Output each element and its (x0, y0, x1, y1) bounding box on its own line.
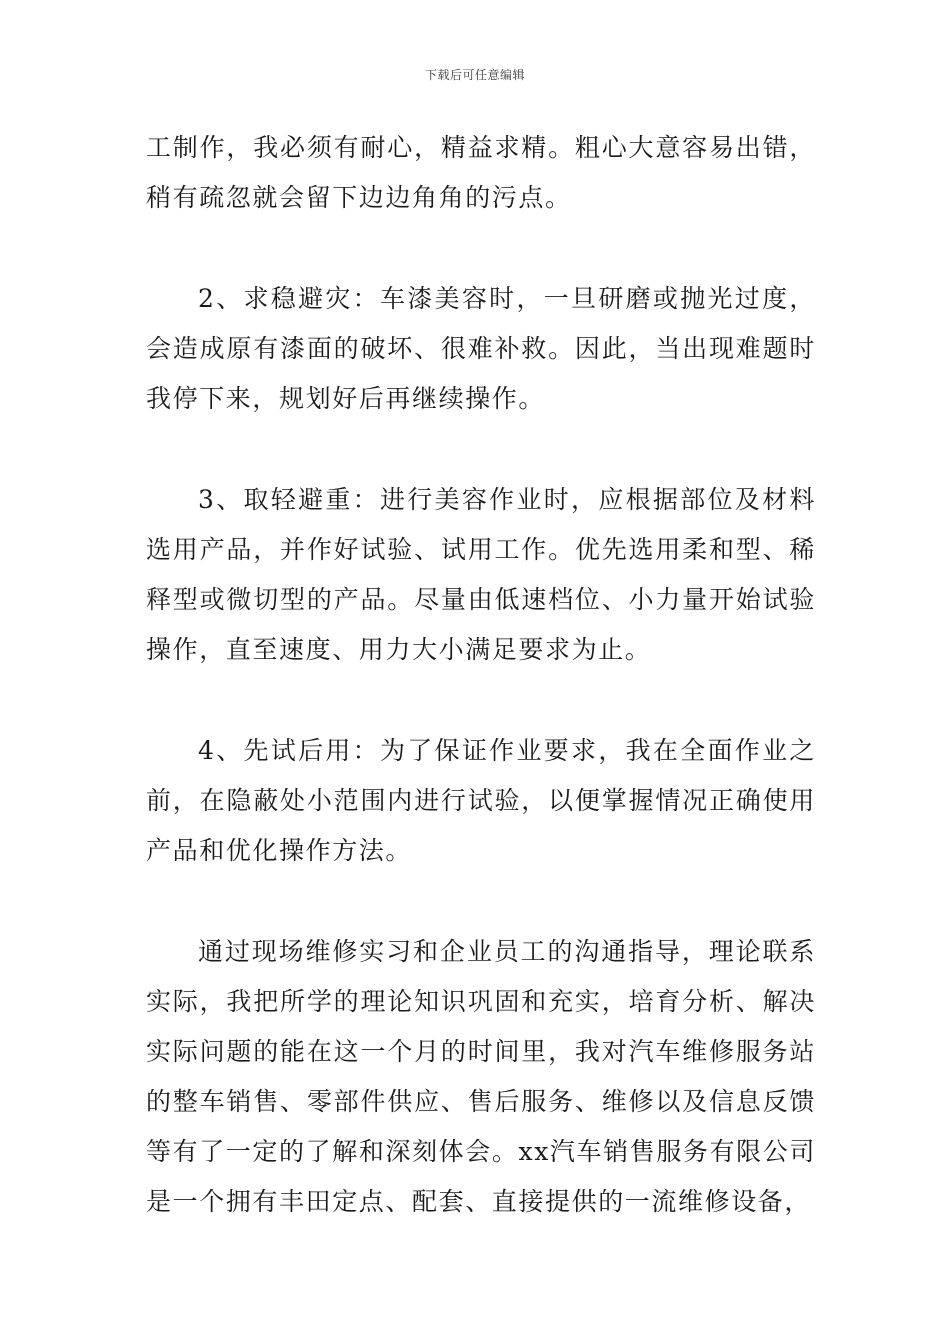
paragraph-item-3: 3、取轻避重：进行美容作业时，应根据部位及材料选用产品，并作好试验、试用工作。优先选用柔和型、稀释型或微切型的产品。尽量由低速档位、小力量开始试验操作，直至速度、用力大小满足要求为止。 (146, 485, 816, 664)
page-header-note: 下载后可任意编辑 (424, 68, 525, 82)
paragraph-continuation: 工制作，我必须有耐心，精益求精。粗心大意容易出错，稍有疏忽就会留下边边角角的污点。 (146, 133, 816, 212)
document-body (146, 123, 816, 1278)
paragraph-summary: 通过现场维修实习和企业员工的沟通指导，理论联系实际，我把所学的理论知识巩固和充实，培育分析、解决实际问题的能在这一个月的时间里，我对汽车维修服务站的整车销售、零部件供应、售后服务、维修以及信息反馈等有了一定的了解和深刻体会。xx汽车销售服务有限公司是一个拥有丰田定点、配套、直接提供的一流维修设备， (146, 937, 816, 1216)
paragraph-item-2: 2、求稳避灾：车漆美容时，一旦研磨或抛光过度，会造成原有漆面的破坏、很难补救。因此，当出现难题时我停下来，规划好后再继续操作。 (146, 284, 816, 413)
paragraph-item-4: 4、先试后用：为了保证作业要求，我在全面作业之前，在隐蔽处小范围内进行试验，以便掌握情况正确使用产品和优化操作方法。 (146, 736, 816, 865)
